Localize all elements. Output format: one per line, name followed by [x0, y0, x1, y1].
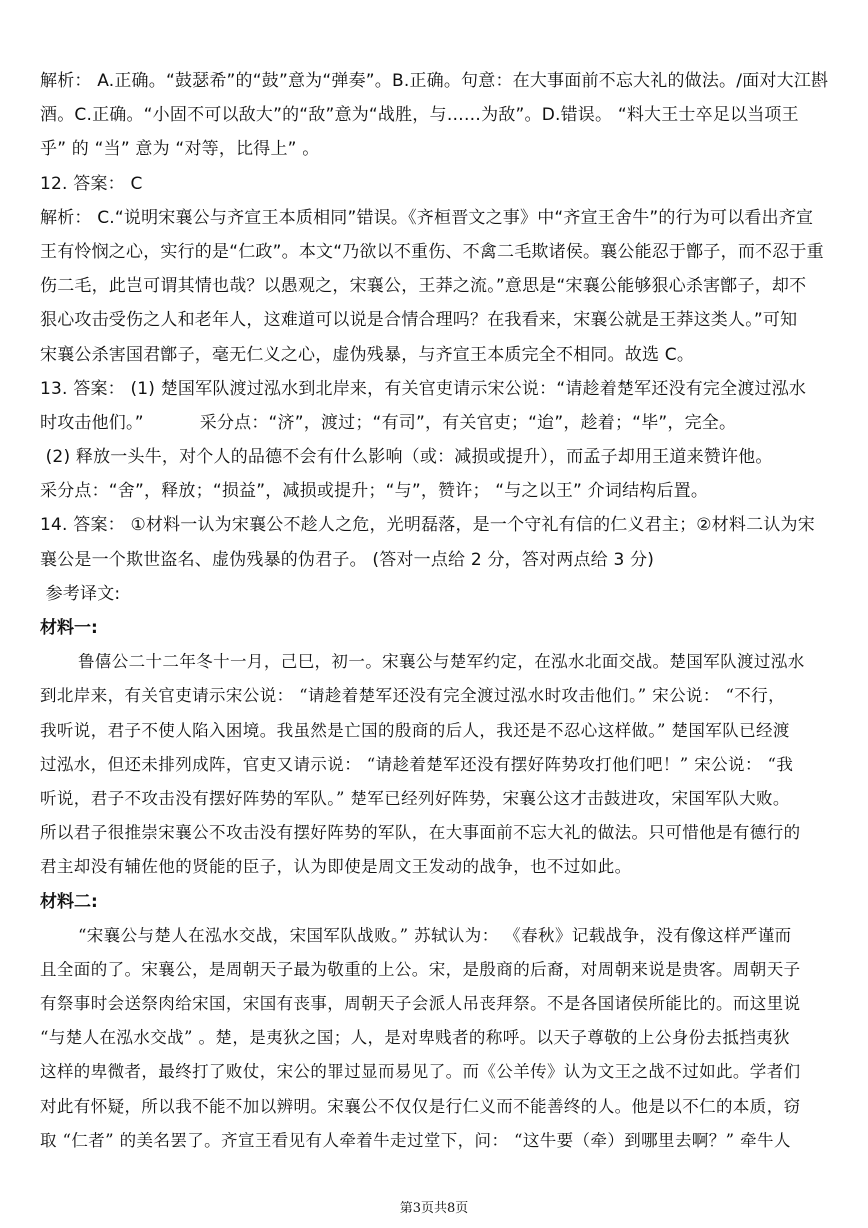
question-12-answer: 12. 答案： C — [40, 173, 143, 194]
text-line: 酒。C.正确。“小固不可以敌大”的“敌”意为“战胜，与……为敌”。D.错误。 “料大王士卒足以当项王 — [40, 105, 799, 126]
text-line: 乎” 的 “当” 意为 “对等，比得上” 。 — [40, 139, 320, 160]
text-line: 王有怜悯之心，实行的是“仁政”。本文“乃欲以不重伤、不禽二毛欺诸侯。襄公能忍于鄫子，而不忍于重 — [40, 241, 824, 262]
text-line: 襄公是一个欺世盗名、虚伪残暴的伪君子。 (答对一点给 2 分，答对两点给 3 分) — [40, 549, 655, 570]
text-line: 君主却没有辅佐他的贤能的臣子，认为即使是周文王发动的战争，也不过如此。 — [40, 857, 632, 877]
text-line: 解析： C.“说明宋襄公与齐宣王本质相同”错误。《齐桓晋文之事》中“齐宣王舍牛”的行为可以看出齐宣 — [40, 207, 814, 228]
page-number-footer: 第3页共8页 — [399, 1201, 469, 1216]
text-line: 对此有怀疑，所以我不能不加以辨明。宋襄公不仅仅是行仁义而不能善终的人。他是以不仁的本质，窃 — [40, 1096, 801, 1116]
text-line: “宋襄公与楚人在泓水交战，宋国军队战败。” 苏轼认为： 《春秋》记载战争，没有像这样严谨而 — [77, 925, 792, 945]
material-two-heading: 材料二: — [40, 891, 98, 912]
text-line: 伤二毛，此岂可谓其情也哉？以愚观之，宋襄公，王莽之流。”意思是“宋襄公能够狠心杀害鄫子，却不 — [40, 276, 807, 297]
text-line: 鲁僖公二十二年冬十一月，己巳，初一。宋襄公与楚军约定，在泓水北面交战。楚国军队渡过泓水 — [77, 652, 805, 672]
text-line: 宋襄公杀害国君鄫子，毫无仁义之心，虚伪残暴，与齐宣王本质完全不相同。故选 C。 — [40, 344, 695, 365]
text-line: 所以君子很推崇宋襄公不攻击没有摆好阵势的军队，在大事面前不忘大礼的做法。只可惜他是有德行的 — [40, 823, 801, 843]
text-line: 狠心攻击受伤之人和老年人，这难道可以说是合情合理吗？在我看来，宋襄公就是王莽这类人。”可知 — [40, 310, 798, 331]
text-line: 听说，君子不攻击没有摆好阵势的军队。” 楚军已经列好阵势，宋襄公这才击鼓进攻，宋国军队大败。 — [40, 788, 790, 808]
question-13-answer: 13. 答案： (1) 楚国军队渡过泓水到北岸来，有关官吏请示宋公说：“请趁着楚军还没有完全渡过泓水 — [40, 378, 807, 399]
text-line: 我听说，君子不使人陷入困境。我虽然是亡国的殷商的后人，我还是不忍心这样做。” 楚国军队已经渡 — [40, 720, 790, 740]
text-line: (2) 释放一头牛，对个人的品德不会有什么影响（或：减损或提升），而孟子却用王道来赞许他。 — [40, 447, 773, 468]
text-line: 时攻击他们。” 采分点：“济”，渡过；“有司”，有关官吏；“迨”，趁着；“毕”，完全。 — [40, 412, 737, 433]
text-line: 这样的卑微者，最终打了败仗，宋公的罪过显而易见了。而《公羊传》认为文王之战不过如此。学者们 — [40, 1062, 801, 1082]
text-line: 解析： A.正确。“鼓瑟希”的“鼓”意为“弹奏”。B.正确。句意：在大事面前不忘大礼的做法。/面对大江斟 — [40, 71, 828, 91]
text-line: 到北岸来，有关官吏请示宋公说： “请趁着楚军还没有完全渡过泓水时攻击他们。” 宋公说： “不行， — [40, 686, 785, 706]
material-one-heading: 材料一: — [40, 618, 98, 638]
text-line: 过泓水，但还未排列成阵，官吏又请示说： “请趁着楚军还没有摆好阵势攻打他们吧！” 宋公说： “我 — [40, 754, 794, 774]
text-line: 且全面的了。宋襄公，是周朝天子最为敬重的上公。宋，是殷商的后裔，对周朝来说是贵客。周朝天子 — [40, 959, 801, 979]
text-line: “与楚人在泓水交战” 。楚，是夷狄之国；人，是对卑贱者的称呼。以天子尊敬的上公身份去抵挡夷狄 — [40, 1028, 791, 1048]
question-14-answer: 14. 答案： ①材料一认为宋襄公不趁人之危，光明磊落，是一个守礼有信的仁义君主；②材料二认为宋 — [40, 515, 815, 536]
text-line: 取 “仁者” 的美名罢了。齐宣王看见有人牵着牛走过堂下，问： “这牛要（牵）到哪里去啊？” 牵牛人 — [40, 1130, 791, 1150]
text-line: 有祭事时会送祭肉给宋国，宋国有丧事，周朝天子会派人吊丧拜祭。不是各国诸侯所能比的。而这里说 — [40, 994, 801, 1014]
reference-translation-label: 参考译文: — [40, 583, 121, 604]
text-line: 采分点：“舍”，释放；“损益”，减损或提升；“与”，赞许； “与之以王” 介词结构后置。 — [40, 481, 709, 502]
